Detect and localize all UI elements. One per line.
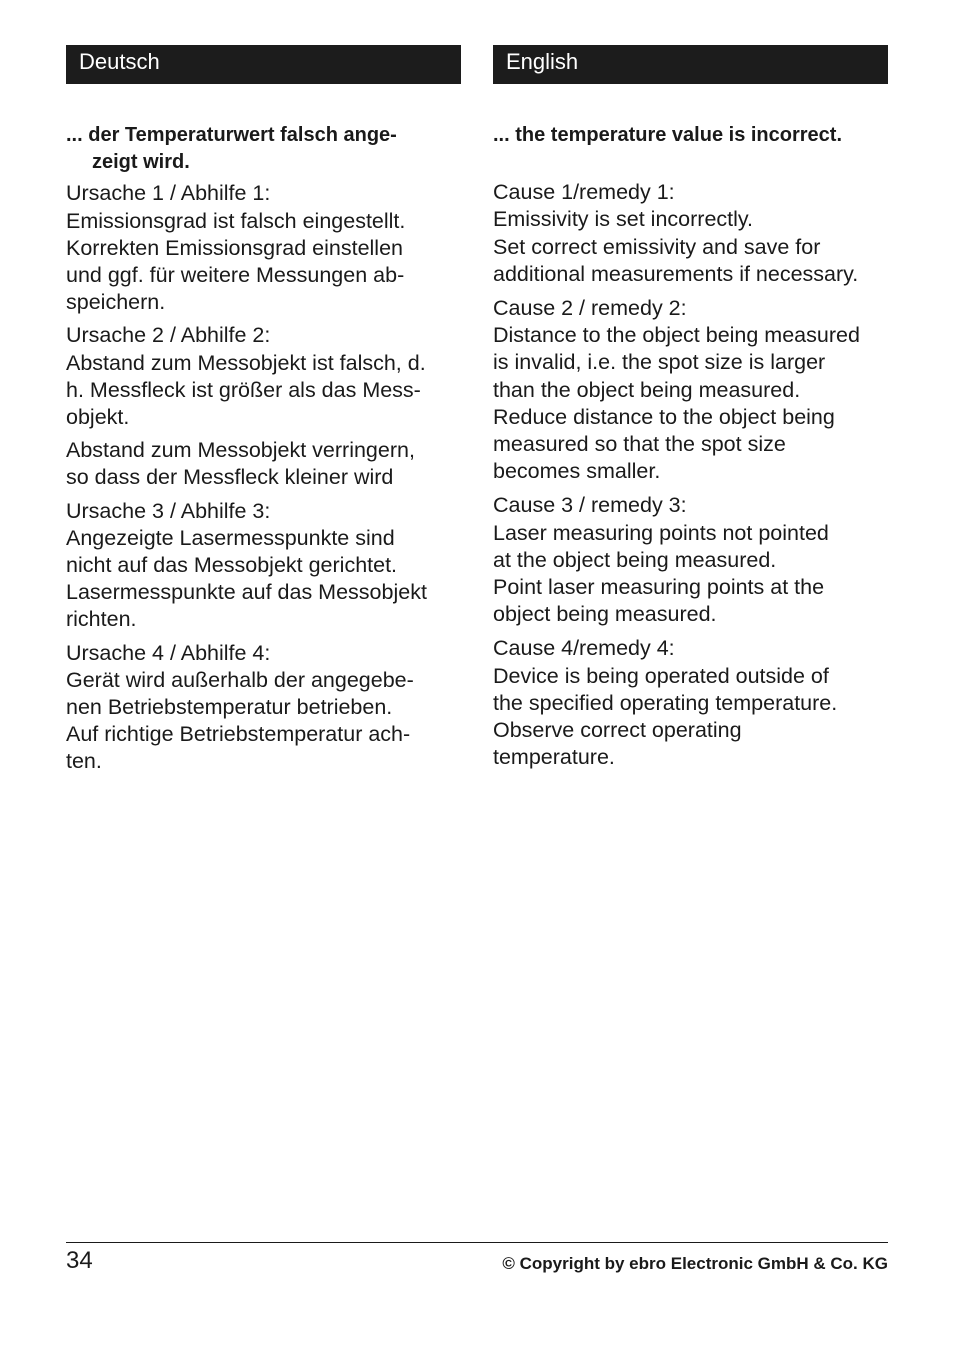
page-number: 34: [66, 1247, 93, 1274]
english-cause-3: Cause 3 / remedy 3: Laser measuring points not pointed at the object being measured. Point laser measuring points at the object being measured.: [493, 493, 829, 627]
english-cause-2: Cause 2 / remedy 2: Distance to the object being measured is invalid, i.e. the spot size is larger than the object being measured. Reduce distance to the object being measured so that the spot size becomes smaller.: [493, 296, 860, 484]
german-cause-4: Ursache 4 / Abhilfe 4: Gerät wird außerhalb der angegebe- nen Betriebstemperatur betrieben. Auf richtige Betriebstemperatur ach- ten.: [66, 640, 414, 774]
english-cause-1: Cause 1/remedy 1: Emissivity is set incorrectly. Set correct emissivity and save for additional measurements if necessary.: [493, 180, 859, 286]
german-cause-2: Ursache 2 / Abhilfe 2: Abstand zum Messobjekt ist falsch, d. h. Messfleck ist größer als das Mess- objekt.: [66, 323, 426, 430]
german-content: [66, 122, 461, 776]
german-column: [66, 45, 461, 782]
german-section-header: Deutsch: [66, 45, 461, 84]
english-content: [493, 122, 888, 771]
copyright-notice: © Copyright by ebro Electronic GmbH & Co. KG: [502, 1254, 888, 1273]
english-section-header: English: [493, 45, 888, 84]
german-cause-3: Ursache 3 / Abhilfe 3: Angezeigte Lasermesspunkte sind nicht auf das Messobjekt gerichtet. Lasermesspunkte auf das Messobjekt richten.: [66, 498, 427, 632]
german-cause-1: Ursache 1 / Abhilfe 1: Emissionsgrad ist falsch eingestellt. Korrekten Emissionsgrad einstellen und ggf. für weitere Messungen ab- speichern.: [66, 181, 406, 315]
german-problem-heading: ... der Temperaturwert falsch ange- zeigt wird.: [66, 124, 397, 174]
english-cause-4: Cause 4/remedy 4: Device is being operated outside of the specified operating temperature. Observe correct operating temperature.: [493, 636, 838, 770]
german-remedy-2: Abstand zum Messobjekt verringern, so dass der Messfleck kleiner wird: [66, 438, 415, 490]
english-column: [493, 45, 888, 778]
footer-divider: [66, 1242, 888, 1243]
english-problem-heading: ... the temperature value is incorrect.: [493, 124, 843, 146]
